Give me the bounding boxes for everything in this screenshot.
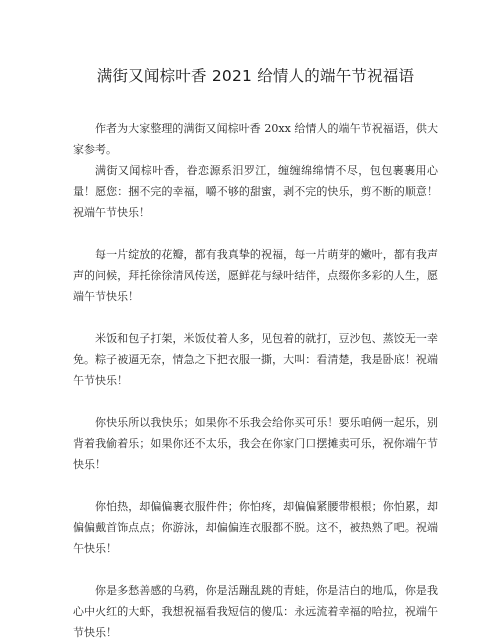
paragraph-blessing-4: 你快乐所以我快乐；如果你不乐我会给你买可乐！要乐咱俩一起乐，别背着我偷着乐；如果你还不太乐，我会在你家门口摆摊卖可乐，祝你端午节快乐！	[73, 416, 438, 471]
paragraph-blessing-2: 每一片绽放的花瓣，都有我真挚的祝福，每一片萌芽的嫩叶，都有我声声的问候，拜托徐徐清风传送，愿鲜花与绿叶结伴，点缀你多彩的人生，愿端午节快乐！	[73, 248, 438, 303]
paragraph-blessing-6: 你是多愁善感的乌鸦，你是活蹦乱跳的青蛙，你是洁白的地瓜，你是我心中火红的大虾，我想祝福看我短信的傻瓜：永远流着幸福的哈拉，祝端午节快乐！	[73, 584, 438, 639]
paragraph-intro: 作者为大家整理的满街又闻棕叶香 20xx 给情人的端午节祝福语，供大家参考。	[73, 122, 438, 156]
document-title: 满街又闻棕叶香 2021 给情人的端午节祝福语	[96, 67, 415, 85]
document-body	[73, 118, 438, 643]
paragraph-blessing-1: 满街又闻棕叶香，眷恋源系汨罗江，缠缠绵绵情不尽，包包裹裹用心量！愿您：捆不完的幸福，嚼不够的甜蜜，剥不完的快乐，剪不断的顺意！祝端午节快乐！	[73, 164, 438, 219]
paragraph-blessing-5: 你怕热，却偏偏裹衣服件件；你怕疼，却偏偏紧腰带根根；你怕累，却偏偏戴首饰点点；你游泳，却偏偏连衣服都不脱。这不，被热熟了吧。祝端午快乐！	[73, 500, 438, 555]
paragraph-blessing-3: 米饭和包子打架，米饭仗着人多，见包着的就打，豆沙包、蒸饺无一幸免。粽子被逼无奈，情急之下把衣服一撕，大叫：看清楚，我是卧底！祝端午节快乐！	[73, 332, 438, 387]
